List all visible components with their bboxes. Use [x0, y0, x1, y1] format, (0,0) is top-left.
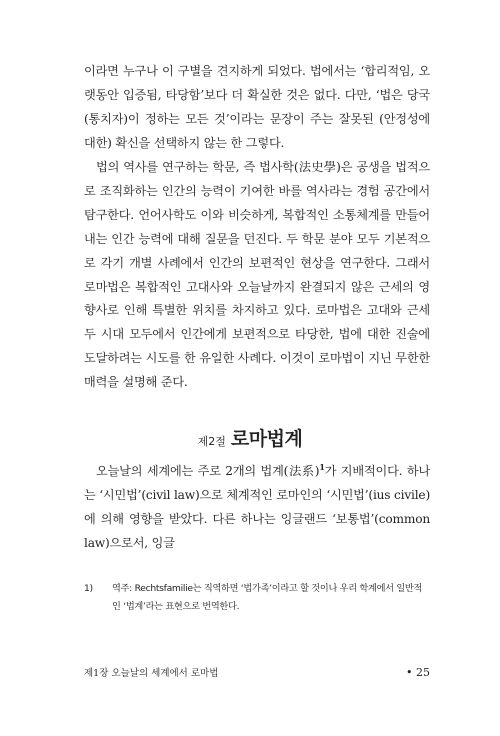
paragraph-3	[84, 460, 430, 556]
footnote	[84, 580, 430, 616]
section-number: 제2절	[197, 435, 226, 448]
paragraph-3-before: 오늘날의 세계에는 주로 2개의 법계(法系)	[96, 464, 320, 478]
page-number: • 25	[406, 665, 430, 679]
footnote-reference: 1	[319, 461, 325, 472]
paragraph-2: 법의 역사를 연구하는 학문, 즉 법사학(法史學)은 공생을 법적으로 조직화하는 인간의 능력이 기여한 바를 역사라는 경험 공간에서 탐구한다. 언어사학도 이와 비슷하게, 복합적인 소통체계를 만들어 내는 인간 능력에 대해 질문을 던진다. 두 학문 분야 모두 기본적으로 각기 개별 사례에서 인간의 보편적인 현상을 연구한다. 그래서 로마법은 복합적인 고대사와 오늘날까지 완결되지 않은 근세의 영향사로 인해 특별한 위치를 차지하고 있다. 로마법은 고대와 근세 두 시대 모두에서 인간에게 보편적으로 타당한, 법에 대한 진술에 도달하려는 시도를 한 유일한 사례다. 이것이 로마법이 지닌 무한한 매력을 설명해 준다.	[84, 160, 430, 390]
running-footer-chapter: 제1장 오늘날의 세계에서 로마법	[84, 668, 219, 679]
section-title: 로마법계	[230, 428, 303, 450]
paragraph-3-after: 가 지배적이다. 하나는 ‘시민법’(civil law)으로 체계적인 로마인의 ‘시민법’(ius civile)에 의해 영향을 받았다. 다른 하나는 잉글랜드 ‘보통법’(common law)으로서, 잉글	[84, 464, 431, 550]
page-footer	[84, 665, 430, 679]
footnote-text: 역주: Rechtsfamilie는 직역하면 ‘법가족’이라고 할 것이나 우리 학계에서 일반적인 ‘법계’라는 표현으로 번역한다.	[112, 583, 423, 612]
section-heading	[0, 424, 500, 451]
paragraph-1: 이라면 누구나 이 구별을 견지하게 되었다. 법에서는 ‘합리적임, 오랫동안 입증됨, 타당함’보다 더 확실한 것은 없다. 다만, ‘법은 당국(통치자)이 정하는 모든 것’이라는 문장이 주는 잘못된 (안정성에 대한) 확신을 선택하지 않는 한 그렇다.	[84, 64, 430, 150]
footnote-mark: 1)	[84, 583, 93, 594]
